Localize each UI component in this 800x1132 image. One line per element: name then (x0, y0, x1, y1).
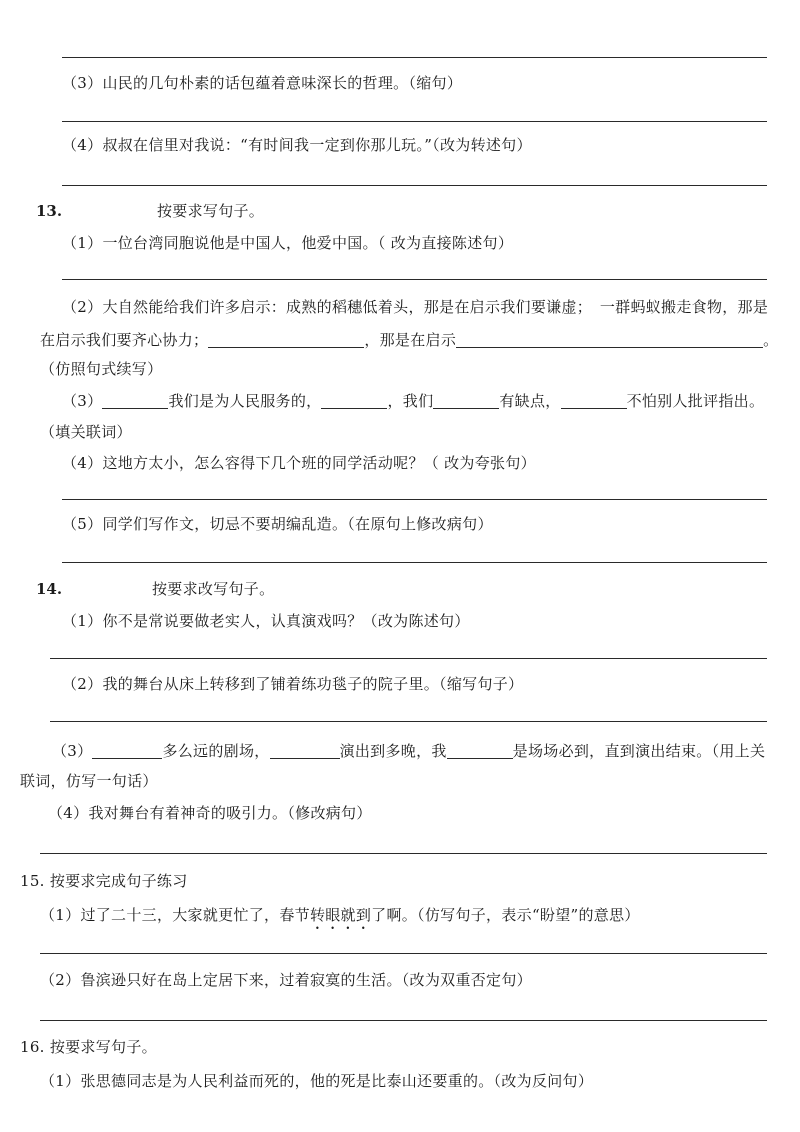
answer-line (50, 658, 767, 659)
fill-blank[interactable] (456, 332, 763, 348)
q13-item-3-text: 有缺点， (499, 392, 561, 410)
q14-item-3-line (52, 743, 765, 759)
fill-blank[interactable] (102, 393, 168, 409)
q13-number: 13. (36, 202, 63, 220)
q13-item-3-num: （3） (62, 392, 103, 410)
fill-blank[interactable] (92, 743, 162, 759)
q16-title: 16. 按要求写句子。 (20, 1038, 157, 1056)
q13-item-5: （5）同学们写作文，切忌不要胡编乱造。（在原句上修改病句） (62, 515, 493, 533)
fill-blank[interactable] (433, 393, 499, 409)
answer-line (62, 499, 767, 500)
q14-item-4: （4）我对舞台有着神奇的吸引力。（修改病句） (48, 804, 372, 822)
q13-item-3-line (62, 393, 764, 409)
answer-line (40, 953, 767, 954)
fill-blank[interactable] (208, 332, 364, 348)
answer-line (62, 121, 767, 122)
q15-item-1-text: （1）过了二十三，大家就更忙了，春节 (40, 906, 310, 924)
q13-title: 按要求写句子。 (157, 202, 265, 220)
q14-item-3-text: 是场场必到，直到演出结束。（用上关 (512, 742, 766, 760)
q15-item-1-text: 了啊。（仿写句子，表示“盼望”的意思） (371, 906, 640, 924)
q13-item-2-end: 。 (763, 331, 779, 349)
fill-blank[interactable] (321, 393, 387, 409)
q14-item-3-text: 多么远的剧场， (162, 742, 270, 760)
fill-blank[interactable] (270, 743, 340, 759)
answer-line (62, 562, 767, 563)
fill-blank[interactable] (447, 743, 513, 759)
q13-item-2-line1: （2）大自然能给我们许多启示：成熟的稻穗低着头，那是在启示我们要谦虚； 一群蚂蚁搬走食物，那是 (62, 298, 769, 316)
q14-item-3-instruction: 联词，仿写一句话） (20, 772, 158, 790)
answer-line (50, 721, 767, 722)
q14-item-1: （1）你不是常说要做老实人，认真演戏吗？（改为陈述句） (62, 612, 470, 630)
q13-item-1: （1）一位台湾同胞说他是中国人，他爱中国。（ 改为直接陈述句） (62, 234, 514, 252)
answer-line (40, 1020, 767, 1021)
q14-item-3-num: （3） (52, 742, 93, 760)
answer-line (40, 853, 767, 854)
q15-item-2: （2）鲁滨逊只好在岛上定居下来，过着寂寞的生活。（改为双重否定句） (40, 971, 532, 989)
q13-item-3-text: 我们是为人民服务的， (168, 392, 322, 410)
q16-item-1: （1）张思德同志是为人民利益而死的，他的死是比泰山还要重的。（改为反问句） (40, 1072, 594, 1090)
q13-item-4: （4）这地方太小，怎么容得下几个班的同学活动呢？（ 改为夸张句） (62, 454, 536, 472)
q13-item-3-instruction: （填关联词） (40, 423, 132, 441)
q15-title: 15. 按要求完成句子练习 (20, 872, 188, 890)
answer-line (62, 185, 767, 186)
q13-item-2-text: 在启示我们要齐心协力； (40, 331, 209, 349)
answer-line (62, 57, 767, 58)
q13-item-2-instruction: （仿照句式续写） (40, 360, 163, 378)
q14-item-2: （2）我的舞台从床上转移到了铺着练功毯子的院子里。（缩写句子） (62, 675, 524, 693)
q13-item-2-line2 (40, 332, 778, 348)
q14-item-3-text: 演出到多晚，我 (339, 742, 447, 760)
q13-item-3-text: 不怕别人批评指出。 (626, 392, 765, 410)
q13-item-3-text: ，我们 (387, 392, 434, 410)
answer-line (62, 279, 767, 280)
q14-title: 按要求改写句子。 (152, 580, 275, 598)
q15-emphasized-text: 转眼就到 (309, 906, 372, 924)
q12-item-4: （4）叔叔在信里对我说：“有时间我一定到你那儿玩。”（改为转述句） (62, 136, 532, 154)
q13-item-2-text: ，那是在启示 (364, 331, 457, 349)
q12-item-3: （3）山民的几句朴素的话包蕴着意味深长的哲理。（缩句） (62, 74, 463, 92)
fill-blank[interactable] (561, 393, 627, 409)
q15-item-1 (40, 906, 640, 933)
q14-number: 14. (36, 580, 63, 598)
